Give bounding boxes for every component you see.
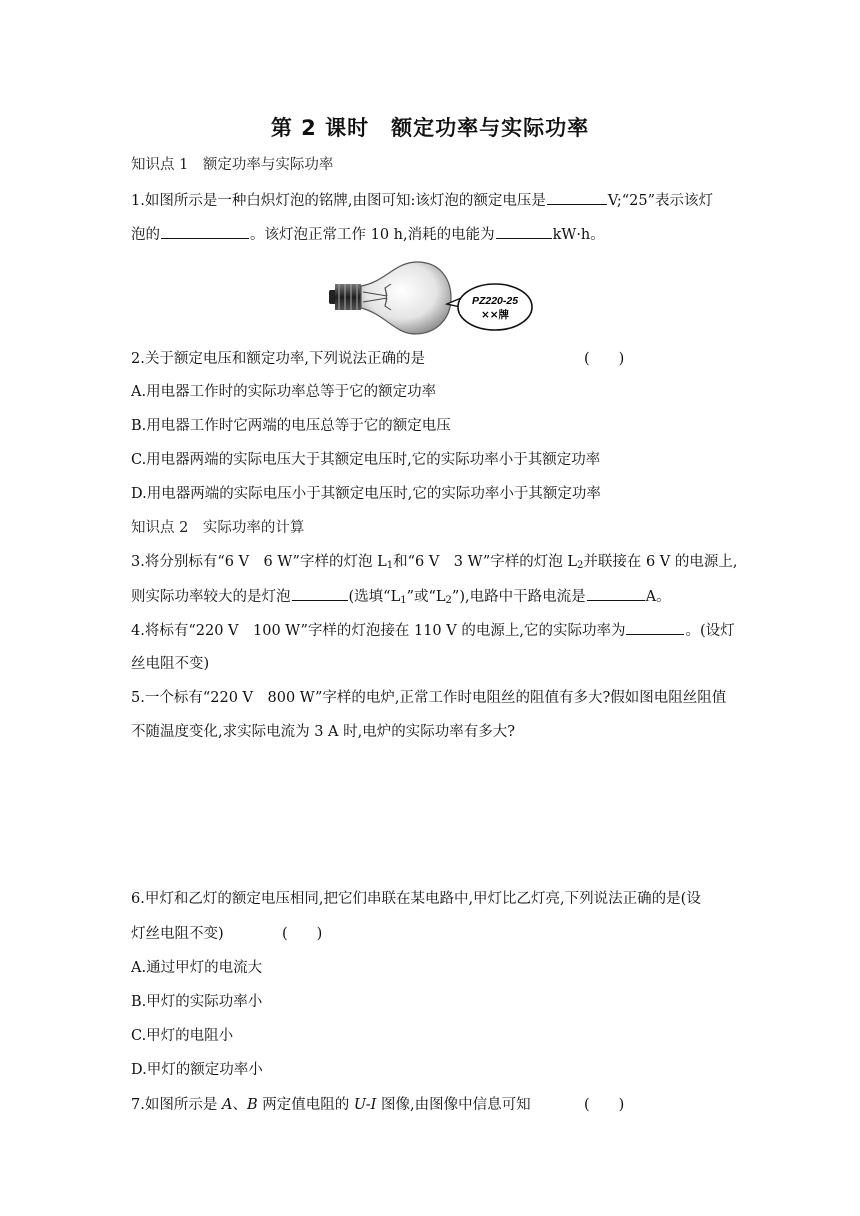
q3-blank-current[interactable] bbox=[587, 586, 645, 601]
page-title: 第 2 课时 额定功率与实际功率 bbox=[270, 116, 590, 140]
q1-line1 bbox=[131, 190, 713, 211]
q3-text-e: (选填“L bbox=[348, 589, 401, 605]
q4-blank-power[interactable] bbox=[626, 620, 684, 635]
q3-text-f: ”或“L bbox=[406, 589, 446, 605]
q3-text-a: 3.将分别标有“6 V 6 W”字样的灯泡 L bbox=[131, 554, 387, 570]
q6-option-a[interactable]: A.通过甲灯的电流大 bbox=[131, 960, 263, 976]
q2-answer-paren[interactable]: ( ) bbox=[584, 351, 625, 367]
q2-stem: 2.关于额定电压和额定功率,下列说法正确的是 bbox=[131, 351, 425, 367]
q3-sub-2: 2 bbox=[576, 560, 584, 571]
q1-text-b: V;“25”表示该灯 bbox=[607, 193, 714, 209]
q3-text-b: 和“6 V 3 W”字样的灯泡 L bbox=[393, 554, 577, 570]
q3-text-c: 并联接在 6 V 的电源上, bbox=[583, 554, 738, 570]
q5-line1: 5.一个标有“220 V 800 W”字样的电炉,正常工作时电阻丝的阻值有多大?假如图电阻丝阻值 bbox=[131, 690, 727, 706]
q1-blank-voltage[interactable] bbox=[547, 190, 607, 205]
q7-text-b: 两定值电阻的 bbox=[257, 1097, 354, 1113]
q2-option-c[interactable]: C.用电器两端的实际电压大于其额定电压时,它的实际功率小于其额定功率 bbox=[131, 452, 601, 468]
q3-text-d: 则实际功率较大的是灯泡 bbox=[131, 589, 291, 605]
q5-line2: 不随温度变化,求实际电流为 3 A 时,电炉的实际功率有多大? bbox=[131, 724, 516, 740]
q1-text-d: 。该灯泡正常工作 10 h,消耗的电能为 bbox=[250, 227, 495, 243]
q4-line1 bbox=[131, 620, 735, 641]
q6-line2: 灯丝电阻不变) bbox=[131, 926, 224, 942]
q4-text-a: 4.将标有“220 V 100 W”字样的灯泡接在 110 V 的电源上,它的实际功率为 bbox=[131, 623, 626, 639]
q3-line1 bbox=[131, 552, 738, 576]
q6-option-b[interactable]: B.甲灯的实际功率小 bbox=[131, 994, 263, 1010]
q3-text-g: ”),电路中干路电流是 bbox=[451, 589, 586, 605]
q3-blank-bulb[interactable] bbox=[292, 586, 348, 601]
q3-line2 bbox=[131, 586, 671, 611]
bulb-label-model: PZ220-25 bbox=[471, 295, 519, 307]
light-bulb-icon bbox=[325, 258, 535, 338]
q3-text-h: A。 bbox=[645, 589, 671, 605]
q4-text-b: 。(设灯 bbox=[685, 623, 735, 639]
q2-option-b[interactable]: B.用电器工作时它两端的电压总等于它的额定电压 bbox=[131, 418, 451, 434]
q4-line2: 丝电阻不变) bbox=[131, 656, 210, 672]
light-bulb-figure bbox=[325, 258, 535, 338]
knowledge-point-2: 知识点 2 实际功率的计算 bbox=[131, 520, 305, 536]
q2-option-a[interactable]: A.用电器工作时的实际功率总等于它的额定功率 bbox=[131, 384, 437, 400]
q7-answer-paren[interactable]: ( ) bbox=[584, 1097, 625, 1113]
q6-line1: 6.甲灯和乙灯的额定电压相同,把它们串联在某电路中,甲灯比乙灯亮,下列说法正确的是(设 bbox=[131, 891, 701, 907]
q1-blank-meaning[interactable] bbox=[161, 224, 249, 239]
knowledge-point-1: 知识点 1 额定功率与实际功率 bbox=[131, 157, 334, 173]
q1-text-c: 泡的 bbox=[131, 227, 160, 243]
q7-var-b: B bbox=[246, 1097, 258, 1113]
q3-sub-1: 1 bbox=[386, 560, 394, 571]
bulb-label-brand: ××牌 bbox=[480, 309, 510, 321]
q1-text-e: kW·h。 bbox=[552, 227, 605, 243]
q7-stem bbox=[131, 1095, 531, 1115]
q7-text-a: 7.如图所示是 bbox=[131, 1097, 222, 1113]
q6-option-d[interactable]: D.甲灯的额定功率小 bbox=[131, 1062, 263, 1078]
q7-var-a: A bbox=[221, 1097, 233, 1113]
q2-option-d[interactable]: D.用电器两端的实际电压小于其额定电压时,它的实际功率小于其额定功率 bbox=[131, 486, 601, 502]
q1-line2 bbox=[131, 224, 605, 245]
q7-text-c: 图像,由图像中信息可知 bbox=[376, 1097, 531, 1113]
q7-sep: 、 bbox=[232, 1097, 247, 1113]
q6-option-c[interactable]: C.甲灯的电阻小 bbox=[131, 1028, 234, 1044]
q1-text-a: 1.如图所示是一种白炽灯泡的铭牌,由图可知:该灯泡的额定电压是 bbox=[131, 193, 546, 209]
q7-var-ui: U-I bbox=[353, 1097, 377, 1113]
q3-sub-4: 2 bbox=[445, 595, 452, 606]
q6-answer-paren[interactable]: ( ) bbox=[282, 926, 323, 942]
q1-blank-energy[interactable] bbox=[496, 224, 552, 239]
q3-sub-3: 1 bbox=[400, 595, 407, 606]
